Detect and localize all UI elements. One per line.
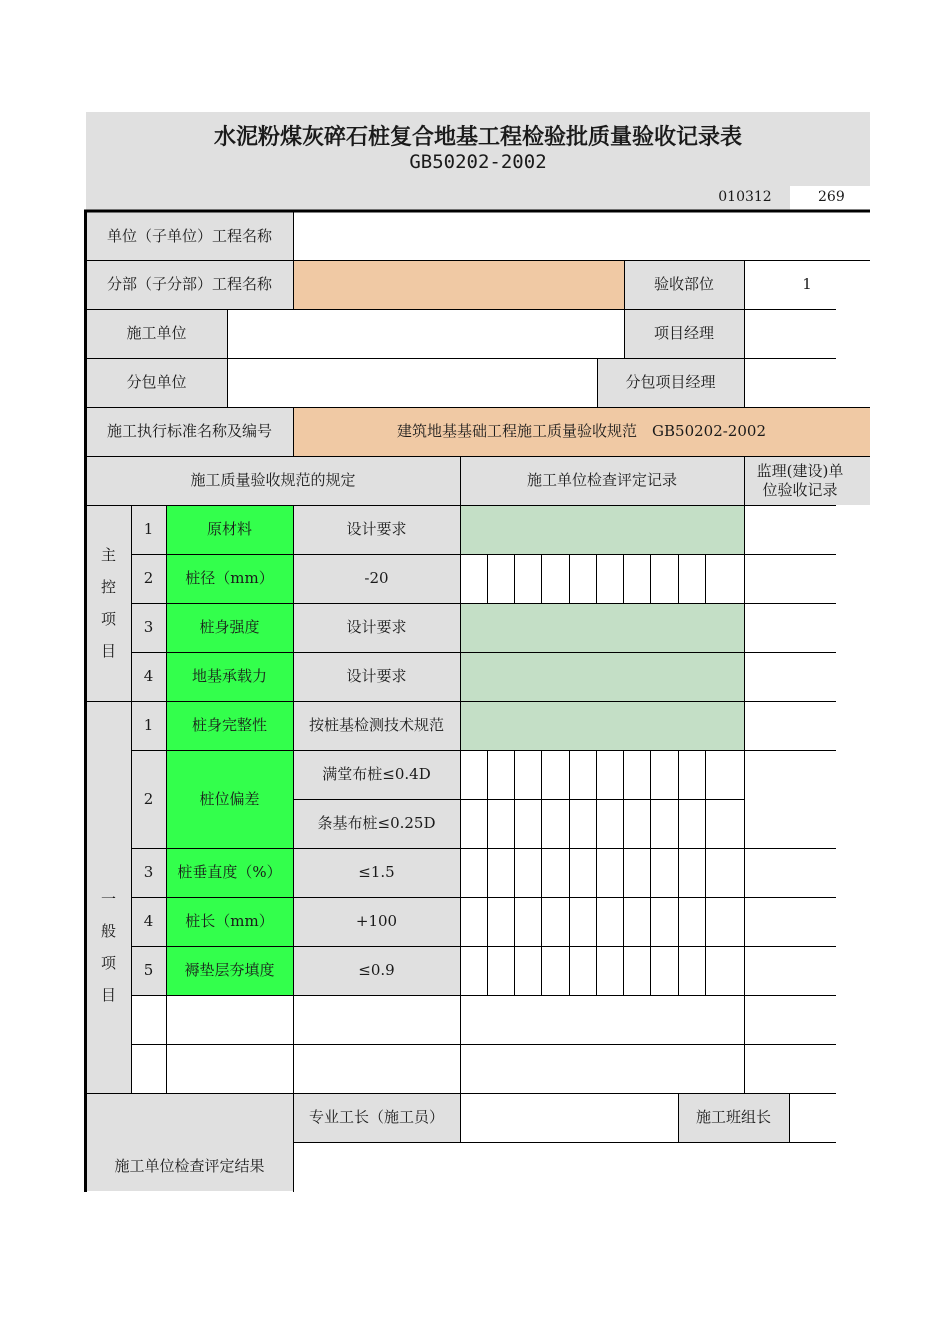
- project-manager-value[interactable]: [744, 309, 836, 358]
- team-leader-label: 施工班组长: [678, 1093, 789, 1142]
- page-title: 水泥粉煤灰碎石桩复合地基工程检验批质量验收记录表: [213, 125, 742, 151]
- g-item-supervision[interactable]: [744, 848, 836, 897]
- mc-item-no: 4: [131, 652, 166, 701]
- main-control-char-3: 项: [100, 610, 116, 628]
- g-item-name: 桩长（mm）: [166, 897, 293, 946]
- supervision-header: [744, 456, 870, 505]
- general-char-1: 一: [100, 890, 116, 908]
- contractor-value[interactable]: [227, 309, 624, 358]
- record-header: 施工单位检查评定记录: [460, 456, 744, 505]
- mc-item-name: 桩径（mm）: [166, 554, 293, 603]
- g-item-requirement: +100: [293, 897, 460, 946]
- g-item-record-grid[interactable]: [460, 750, 744, 848]
- g-item-name: 桩位偏差: [166, 750, 293, 848]
- spec-header: 施工质量验收规范的规定: [86, 456, 460, 505]
- unit-project-value[interactable]: [293, 212, 836, 260]
- standard-label: 施工执行标准名称及编号: [86, 407, 293, 456]
- g-item-record-grid[interactable]: [460, 897, 744, 946]
- mc-item-no: 3: [131, 603, 166, 652]
- sub-project-manager-label: 分包项目经理: [597, 358, 744, 407]
- form-code: 010312: [718, 189, 772, 206]
- foreman-label: 专业工长（施工员）: [293, 1093, 460, 1142]
- main-control-group-label: [86, 505, 131, 701]
- g-item-supervision[interactable]: [744, 750, 836, 848]
- mc-item-name: 桩身强度: [166, 603, 293, 652]
- main-control-char-2: 控: [100, 578, 116, 596]
- supervision-header-text: 监理(建设)单位验收记录: [756, 461, 844, 499]
- mc-item-supervision[interactable]: [744, 652, 836, 701]
- g-item-name: 桩身完整性: [166, 701, 293, 750]
- subdivision-value[interactable]: [293, 260, 624, 309]
- g-item-record-grid[interactable]: [460, 848, 744, 897]
- acceptance-part-value[interactable]: 1: [744, 260, 870, 309]
- general-char-4: 目: [100, 986, 116, 1004]
- g-item-record[interactable]: [460, 701, 744, 750]
- main-control-char-4: 目: [100, 642, 116, 660]
- mc-item-record-grid[interactable]: [460, 554, 744, 603]
- g-item-no: 5: [131, 946, 166, 995]
- acceptance-part-label: 验收部位: [624, 260, 744, 309]
- subcontractor-value[interactable]: [227, 358, 597, 407]
- blank-rows[interactable]: [131, 995, 836, 1093]
- g-item-no: 2: [131, 750, 166, 848]
- g-item-supervision[interactable]: [744, 946, 836, 995]
- general-group-label: [86, 701, 131, 1093]
- result-value[interactable]: [293, 1142, 836, 1191]
- g-item-record-grid[interactable]: [460, 946, 744, 995]
- standard-value[interactable]: 建筑地基基础工程施工质量验收规范 GB50202-2002: [293, 407, 870, 456]
- standard-code-subtitle: GB50202-2002: [409, 151, 547, 174]
- g-item-requirement: 按桩基检测技术规范: [293, 701, 460, 750]
- mc-item-record[interactable]: [460, 652, 744, 701]
- mc-item-supervision[interactable]: [744, 603, 836, 652]
- g-item-name: 桩垂直度（%）: [166, 848, 293, 897]
- sub-project-manager-value[interactable]: [744, 358, 836, 407]
- g-item-supervision[interactable]: [744, 701, 836, 750]
- mc-item-requirement: 设计要求: [293, 652, 460, 701]
- mc-item-requirement: 设计要求: [293, 603, 460, 652]
- mc-item-record[interactable]: [460, 603, 744, 652]
- unit-project-label: 单位（子单位）工程名称: [86, 212, 293, 260]
- general-char-3: 项: [100, 954, 116, 972]
- mc-item-no: 2: [131, 554, 166, 603]
- main-control-char-1: 主: [100, 546, 116, 564]
- mc-item-no: 1: [131, 505, 166, 554]
- project-manager-label: 项目经理: [624, 309, 744, 358]
- subdivision-label: 分部（子分部）工程名称: [86, 260, 293, 309]
- mc-item-supervision[interactable]: [744, 505, 836, 554]
- g-item-requirement-a: 满堂布桩≤0.4D: [293, 750, 460, 799]
- mc-item-requirement: 设计要求: [293, 505, 460, 554]
- mc-item-record[interactable]: [460, 505, 744, 554]
- subcontractor-label: 分包单位: [86, 358, 227, 407]
- form-serial-number[interactable]: 269: [790, 186, 870, 210]
- result-label: 施工单位检查评定结果: [86, 1093, 293, 1191]
- g-item-requirement-b: 条基布桩≤0.25D: [293, 799, 460, 848]
- g-item-supervision[interactable]: [744, 897, 836, 946]
- g-item-no: 3: [131, 848, 166, 897]
- g-item-no: 4: [131, 897, 166, 946]
- mc-item-supervision[interactable]: [744, 554, 836, 603]
- mc-item-requirement: -20: [293, 554, 460, 603]
- g-item-no: 1: [131, 701, 166, 750]
- g-item-name: 褥垫层夯填度: [166, 946, 293, 995]
- g-item-requirement: ≤0.9: [293, 946, 460, 995]
- general-char-2: 般: [100, 922, 116, 940]
- team-leader-value[interactable]: [789, 1093, 836, 1142]
- foreman-value[interactable]: [460, 1093, 678, 1142]
- mc-item-name: 原材料: [166, 505, 293, 554]
- contractor-label: 施工单位: [86, 309, 227, 358]
- g-item-requirement: ≤1.5: [293, 848, 460, 897]
- mc-item-name: 地基承载力: [166, 652, 293, 701]
